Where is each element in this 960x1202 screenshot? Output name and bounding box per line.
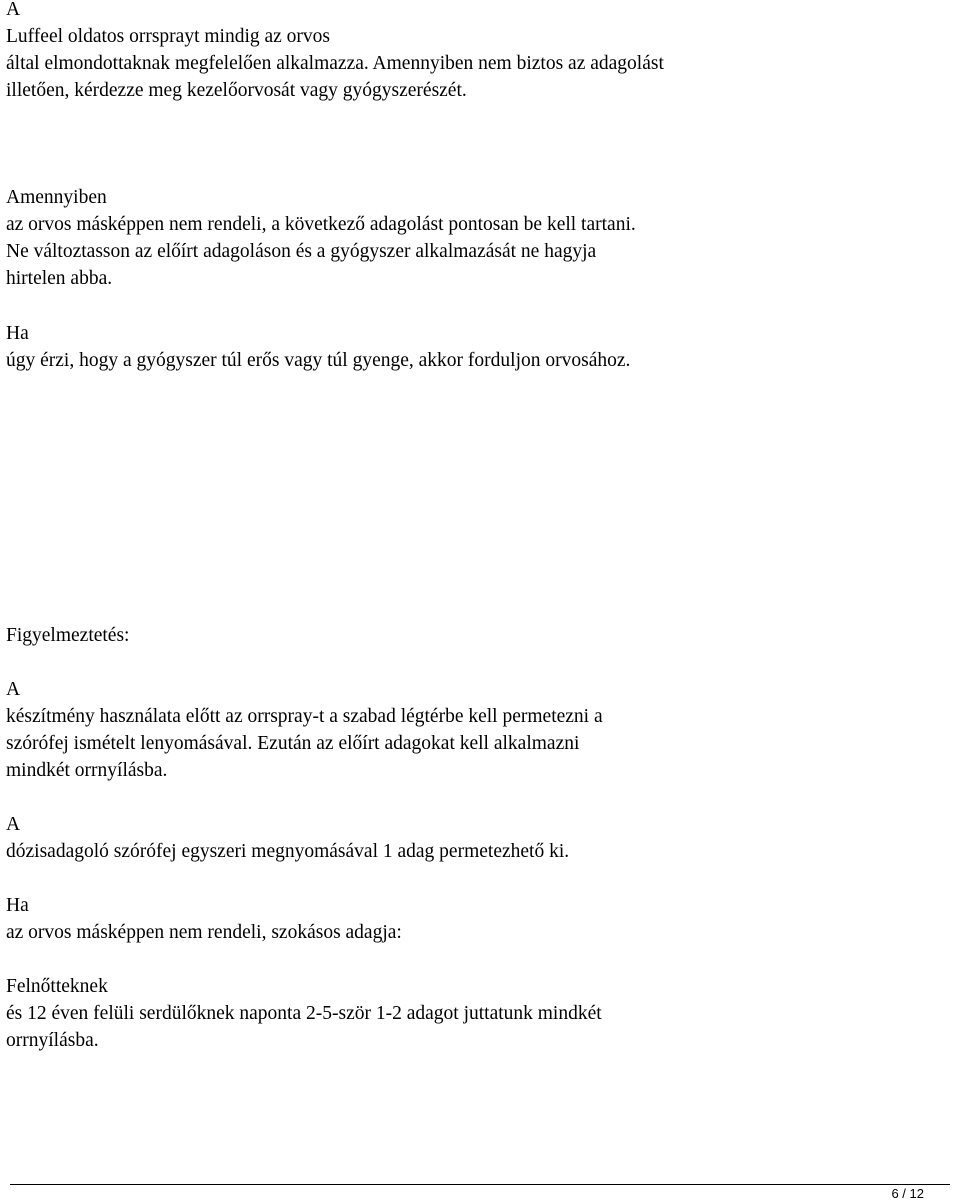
footer-divider (10, 1184, 950, 1185)
paragraph-priming-instructions (6, 676, 946, 784)
text-line: orrnyílásba. (6, 1030, 99, 1051)
text-line: Felnőtteknek (6, 976, 108, 997)
text-line: A (6, 814, 21, 835)
page-number: 6 / 12 (891, 1186, 924, 1201)
text-line: Amennyiben (6, 187, 107, 208)
paragraph-dosage-intro (6, 0, 946, 104)
text-line: illetően, kérdezze meg kezelőorvosát vagy gyógyszerészét. (6, 80, 467, 101)
paragraph-usual-dose (6, 892, 946, 946)
text-line: Ha (6, 895, 29, 916)
text-line: mindkét orrnyílásba. (6, 760, 168, 781)
text-line: az orvos másképpen nem rendeli, szokásos adagja: (6, 922, 402, 943)
paragraph-warning-heading (6, 622, 946, 649)
paragraph-dosage-instructions (6, 184, 946, 292)
text-line: által elmondottaknak megfelelően alkalmazza. Amennyiben nem biztos az adagolást (6, 53, 664, 74)
paragraph-dose-per-press (6, 811, 946, 865)
paragraph-adult-dose (6, 973, 946, 1054)
text-line: A (6, 0, 21, 20)
text-line: szórófej ismételt lenyomásával. Ezután az előírt adagokat kell alkalmazni (6, 733, 580, 754)
text-line: A (6, 679, 21, 700)
text-line: az orvos másképpen nem rendeli, a következő adagolást pontosan be kell tartani. (6, 214, 636, 235)
text-line: Figyelmeztetés: (6, 625, 130, 646)
text-line: Ha (6, 323, 29, 344)
text-line: készítmény használata előtt az orrspray-t a szabad légtérbe kell permetezni a (6, 706, 603, 727)
text-line: és 12 éven felüli serdülőknek naponta 2-5-ször 1-2 adagot juttatunk mindkét (6, 1003, 602, 1024)
text-line: dózisadagoló szórófej egyszeri megnyomásával 1 adag permetezhető ki. (6, 841, 570, 862)
text-line: hirtelen abba. (6, 268, 113, 289)
text-line: Luffeel oldatos orrsprayt mindig az orvos (6, 26, 331, 47)
text-line: úgy érzi, hogy a gyógyszer túl erős vagy túl gyenge, akkor forduljon orvosához. (6, 350, 631, 371)
paragraph-strength-advice (6, 320, 946, 374)
text-line: Ne változtasson az előírt adagoláson és a gyógyszer alkalmazását ne hagyja (6, 241, 597, 262)
